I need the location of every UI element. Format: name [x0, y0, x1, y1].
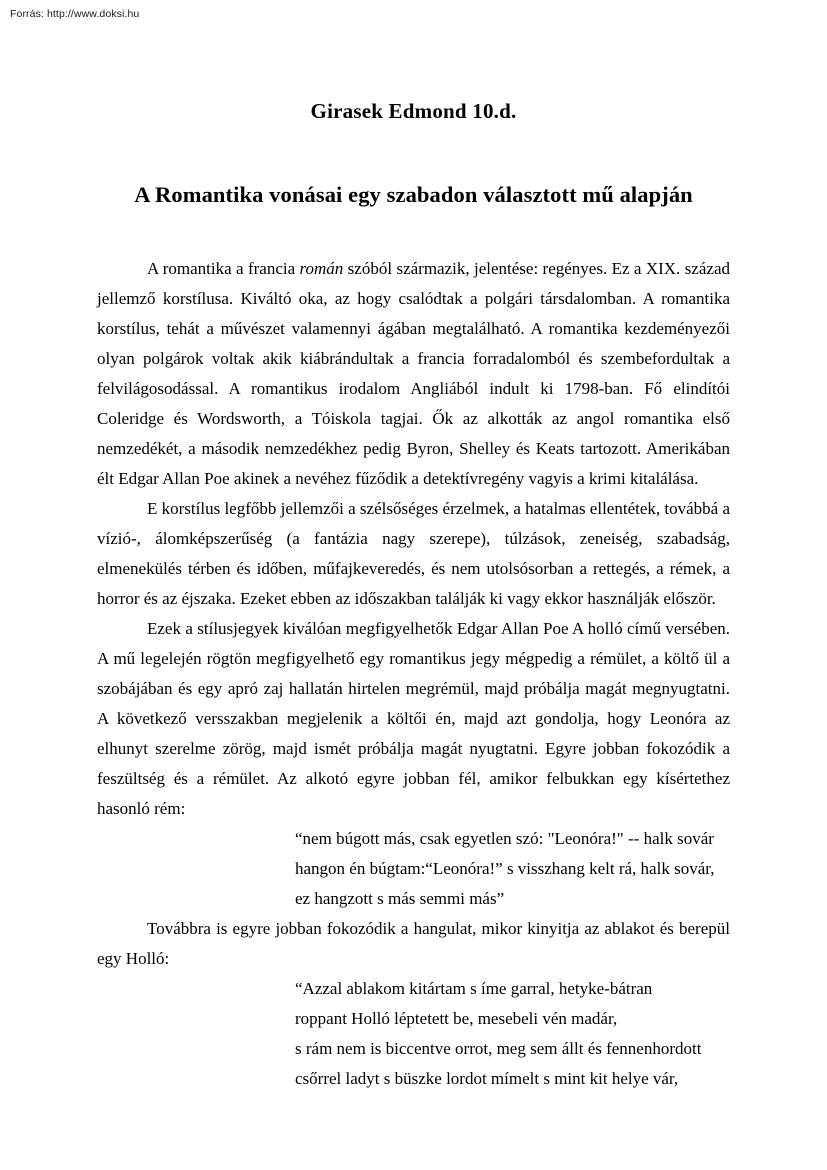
quote-line: s rám nem is biccentve orrot, meg sem állt és fennenhordott	[295, 1039, 702, 1058]
quote-line: “Azzal ablakom kitártam s íme garral, hetyke-bátran	[295, 979, 653, 998]
quote-line: “nem búgott más, csak egyetlen szó: "Leonóra!" -- halk sovár	[295, 829, 714, 848]
quote-line: hangon én búgtam:“Leonóra!” s visszhang kelt rá, halk sovár,	[295, 859, 715, 878]
paragraph-3: Ezek a stílusjegyek kiválóan megfigyelhetők Edgar Allan Poe A holló című versében. A mű legelején rögtön megfigyelhető egy romantikus jegy mégpedig a rémület, a költő ül a szobájában és egy apró zaj hallatán hirtelen megrémül, majd próbálja magát megnyugtatni. A következő versszakban megjelenik a költői én, majd azt gondolja, hogy Leonóra az elhunyt szerelme zörög, majd ismét próbálja magát nyugtatni. Egyre jobban fokozódik a feszültség és a rémület. Az alkotó egyre jobban fél, amikor felbukkan egy kísértethez hasonló rém:	[97, 619, 730, 818]
author-byline: Girasek Edmond 10.d.	[310, 99, 517, 123]
quote-block-2	[97, 974, 730, 1094]
paragraph-1-lead: A romantika a francia	[147, 259, 300, 278]
quote-line: ez hangzott s más semmi más”	[295, 889, 505, 908]
body-content	[97, 210, 730, 1094]
document-body	[97, 0, 730, 1094]
source-watermark: Forrás: http://www.doksi.hu	[10, 8, 140, 20]
paragraph-1	[97, 254, 730, 494]
quote-block-1	[97, 824, 730, 914]
paragraph-2: E korstílus legfőbb jellemzői a szélsőséges érzelmek, a hatalmas ellentétek, továbbá a vízió-, álomképszerűség (a fantázia nagy szerepe), túlzások, zeneiség, szabadság, elmenekülés térben és időben, műfajkeveredés, és nem utolsósorban a rettegés, a rémek, a horror és az éjszaka. Ezeket ebben az időszakban találják ki vagy ekkor használják először.	[97, 499, 730, 608]
paragraph-1-rest: szóból származik, jelentése: regényes. Ez a XIX. század jellemző korstílusa. Kiváltó oka, az hogy csalódtak a polgári társdalomban. A romantika korstílus, tehát a művészet valamennyi ágában megtalálható. A romantika kezdeményezői olyan polgárok voltak akik kiábrándultak a francia forradalomból és szembefordultak a felvilágosodással. A romantikus irodalom Angliából indult ki 1798-ban. Fő elindítói Coleridge és Wordsworth, a Tóiskola tagjai. Ők az alkották az angol romantika első nemzedékét, a második nemzedékhez pedig Byron, Shelley és Keats tartozott. Amerikában élt Edgar Allan Poe akinek a nevéhez fűződik a detektívregény vagyis a krimi kitalálása.	[97, 259, 730, 488]
quote-line: roppant Holló léptetett be, mesebeli vén madár,	[295, 1009, 618, 1028]
page-title: A Romantika vonásai egy szabadon választott mű alapján	[134, 182, 693, 207]
italic-term-roman: román	[299, 259, 344, 278]
quote-line: csőrrel ladyt s büszke lordot mímelt s mint kit helye vár,	[295, 1069, 679, 1088]
paragraph-4: Továbbra is egyre jobban fokozódik a hangulat, mikor kinyitja az ablakot és berepül egy Holló:	[97, 919, 730, 968]
